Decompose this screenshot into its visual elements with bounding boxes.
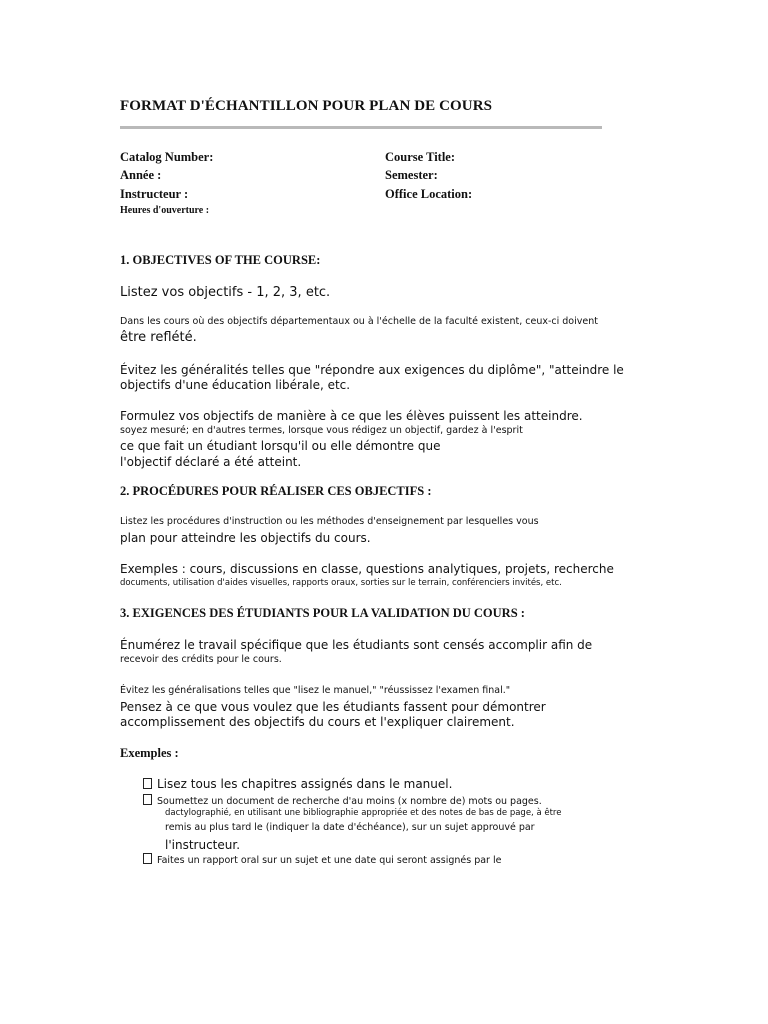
bullet-box-icon [143,794,152,805]
section1-paragraph: Dans les cours où des objectifs départementaux ou à l'échelle de la faculté existent, ceux-ci doivent [120,316,598,327]
semester-label: Semester: [385,168,438,182]
examples-heading: Exemples : [120,746,179,760]
section3-paragraph: Évitez les généralisations telles que "lisez le manuel," "réussissez l'examen final." [120,685,511,696]
section1-paragraph: Évitez les généralités telles que "répondre aux exigences du diplôme", "atteindre le [120,363,624,377]
bullet-box-icon [143,853,152,864]
bullet-box-icon [143,778,152,789]
section2-paragraph: documents, utilisation d'aides visuelles, rapports oraux, sorties sur le terrain, conférenciers invités, etc. [120,578,562,588]
section2-paragraph: Listez les procédures d'instruction ou les méthodes d'enseignement par lesquelles vous [120,516,539,527]
section1-paragraph: soyez mesuré; en d'autres termes, lorsque vous rédigez un objectif, gardez à l'esprit [120,425,523,436]
instructeur-label: Instructeur : [120,187,189,201]
section1-paragraph: Listez vos objectifs - 1, 2, 3, etc. [120,285,331,300]
list-item-continuation: remis au plus tard le (indiquer la date d'échéance), sur un sujet approuvé par [165,822,535,833]
section2-paragraph: Exemples : cours, discussions en classe, questions analytiques, projets, recherche [120,562,614,576]
section1-paragraph: objectifs d'une éducation libérale, etc. [120,378,351,392]
section1-paragraph: l'objectif déclaré a été atteint. [120,455,302,469]
section1-heading: 1. OBJECTIVES OF THE COURSE: [120,253,321,267]
section3-paragraph: accomplissement des objectifs du cours et l'expliquer clairement. [120,715,515,729]
list-item-continuation: l'instructeur. [165,838,241,852]
list-item-continuation: dactylographié, en utilisant une bibliographie appropriée et des notes de bas de page, à être [165,808,562,818]
list-item [143,777,452,791]
heures-label: Heures d'ouverture : [120,205,210,216]
bullet-text: Lisez tous les chapitres assignés dans le manuel. [157,777,453,791]
document-title: FORMAT D'ÉCHANTILLON POUR PLAN DE COURS [120,98,493,114]
bullet-text: Faites un rapport oral sur un sujet et une date qui seront assignés par le [157,855,502,866]
course-title-label: Course Title: [385,150,456,164]
annee-label: Année : [120,168,162,182]
section3-paragraph: recevoir des crédits pour le cours. [120,654,282,665]
section3-heading: 3. EXIGENCES DES ÉTUDIANTS POUR LA VALIDATION DU COURS : [120,606,525,620]
section1-paragraph: ce que fait un étudiant lorsqu'il ou elle démontre que [120,439,441,453]
section3-paragraph: Énumérez le travail spécifique que les étudiants sont censés accomplir afin de [120,638,593,652]
section1-paragraph: être reflété. [120,330,197,345]
list-item [143,794,542,807]
office-location-label: Office Location: [385,187,473,201]
list-item [143,853,501,866]
section2-paragraph: plan pour atteindre les objectifs du cours. [120,531,371,545]
section3-paragraph: Pensez à ce que vous voulez que les étudiants fassent pour démontrer [120,700,546,714]
title-divider [120,126,602,129]
section2-heading: 2. PROCÉDURES POUR RÉALISER CES OBJECTIFS : [120,484,432,498]
catalog-number-label: Catalog Number: [120,150,214,164]
bullet-text: Soumettez un document de recherche d'au moins (x nombre de) mots ou pages. [157,796,542,807]
section1-paragraph: Formulez vos objectifs de manière à ce que les élèves puissent les atteindre. [120,409,583,423]
